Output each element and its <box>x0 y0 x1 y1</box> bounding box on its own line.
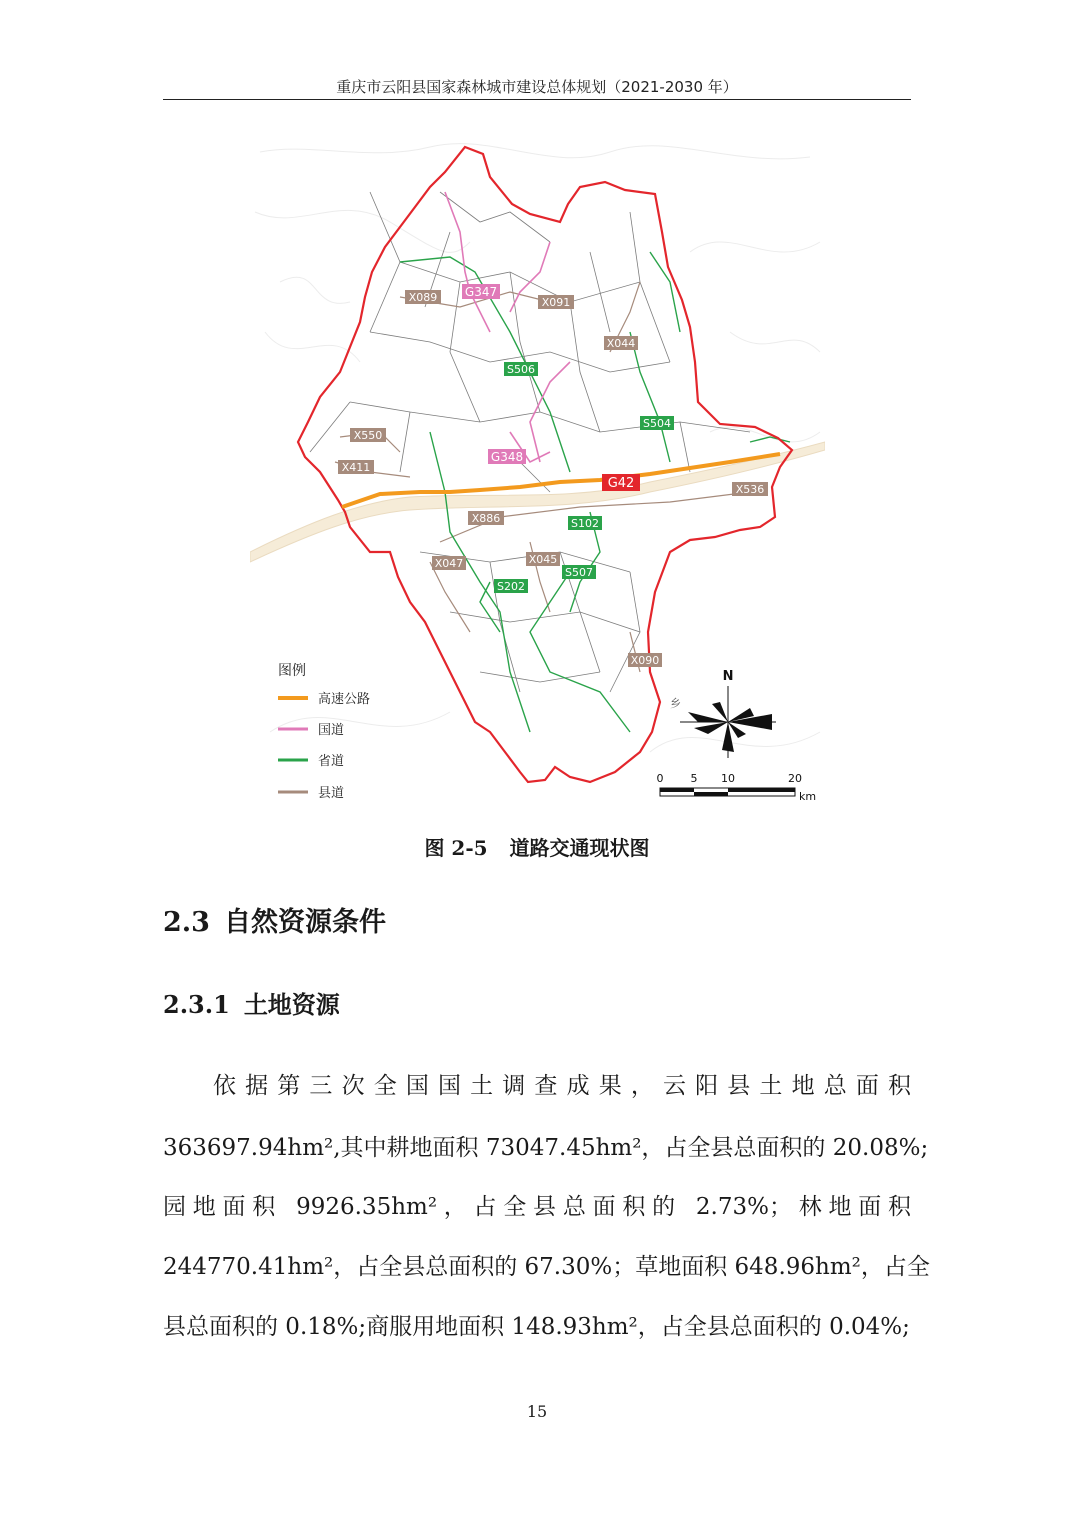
scale-tick-20: 20 <box>788 772 802 785</box>
running-header: 重庆市云阳县国家森林城市建设总体规划（2021-2030 年） <box>336 78 738 96</box>
road-label-x536: X536 <box>735 483 765 496</box>
road-label-x886: X886 <box>471 512 501 525</box>
road-label-s506: S506 <box>507 363 535 376</box>
subsection-number: 2.3.1 <box>163 990 230 1019</box>
road-label-s202: S202 <box>497 580 525 593</box>
section-heading <box>163 900 386 939</box>
road-label-x045: X045 <box>528 553 558 566</box>
figure-caption <box>163 832 911 861</box>
road-label-x044: X044 <box>606 337 636 350</box>
body-line-1: 依据第三次全国国土调查成果，云阳县土地总面积 <box>213 1073 911 1099</box>
legend-title: 图例 <box>278 663 306 679</box>
road-label-x091: X091 <box>541 296 571 309</box>
road-label-x047: X047 <box>434 557 464 570</box>
scale-unit: km <box>799 790 817 803</box>
page-number: 15 <box>526 1402 548 1421</box>
road-label-x089: X089 <box>408 291 438 304</box>
road-label-s507: S507 <box>565 566 593 579</box>
road-label-x550: X550 <box>353 429 383 442</box>
road-label-g42: G42 <box>607 476 635 491</box>
road-label-s102: S102 <box>571 517 599 530</box>
section-number: 2.3 <box>163 907 210 938</box>
figure-title: 道路交通现状图 <box>509 836 650 860</box>
legend-label-provincial: 省道 <box>318 754 345 769</box>
body-line-2: 363697.94hm²,其中耕地面积 73047.45hm²，占全县总面积的 20.08%; <box>163 1135 929 1161</box>
road-label-x411: X411 <box>341 461 371 474</box>
road-label-g347: G347 <box>464 285 498 299</box>
background-lines <box>255 144 820 752</box>
compass-rose-icon <box>680 669 776 758</box>
map-place-label: 乡 <box>670 697 681 710</box>
figure-number: 图 2-5 <box>424 836 488 860</box>
north-label: N <box>722 669 734 684</box>
body-line-5: 县总面积的 0.18%;商服用地面积 148.93hm²，占全县总面积的 0.04%; <box>163 1314 910 1340</box>
road-label-x090: X090 <box>630 654 660 667</box>
scale-tick-0: 0 <box>656 772 664 785</box>
body-line-4: 244770.41hm²，占全县总面积的 67.30%；草地面积 648.96hm²，占全 <box>163 1254 930 1280</box>
scale-bar <box>657 772 817 803</box>
road-label-g348: G348 <box>490 450 524 464</box>
subsection-heading <box>163 985 340 1020</box>
road-label-s504: S504 <box>643 417 671 430</box>
map-legend <box>278 663 370 801</box>
section-title: 自然资源条件 <box>223 907 386 938</box>
subsection-title: 土地资源 <box>243 990 340 1019</box>
map-svg <box>250 132 825 812</box>
legend-label-national: 国道 <box>318 723 345 738</box>
road-traffic-map <box>250 132 825 812</box>
scale-tick-5: 5 <box>690 772 698 785</box>
legend-label-county: 县道 <box>318 786 345 801</box>
legend-label-expressway: 高速公路 <box>318 692 371 707</box>
body-line-3: 园地面积 9926.35hm²，占全县总面积的 2.73%；林地面积 <box>163 1194 911 1220</box>
header-rule <box>163 99 911 100</box>
scale-tick-10: 10 <box>721 772 735 785</box>
